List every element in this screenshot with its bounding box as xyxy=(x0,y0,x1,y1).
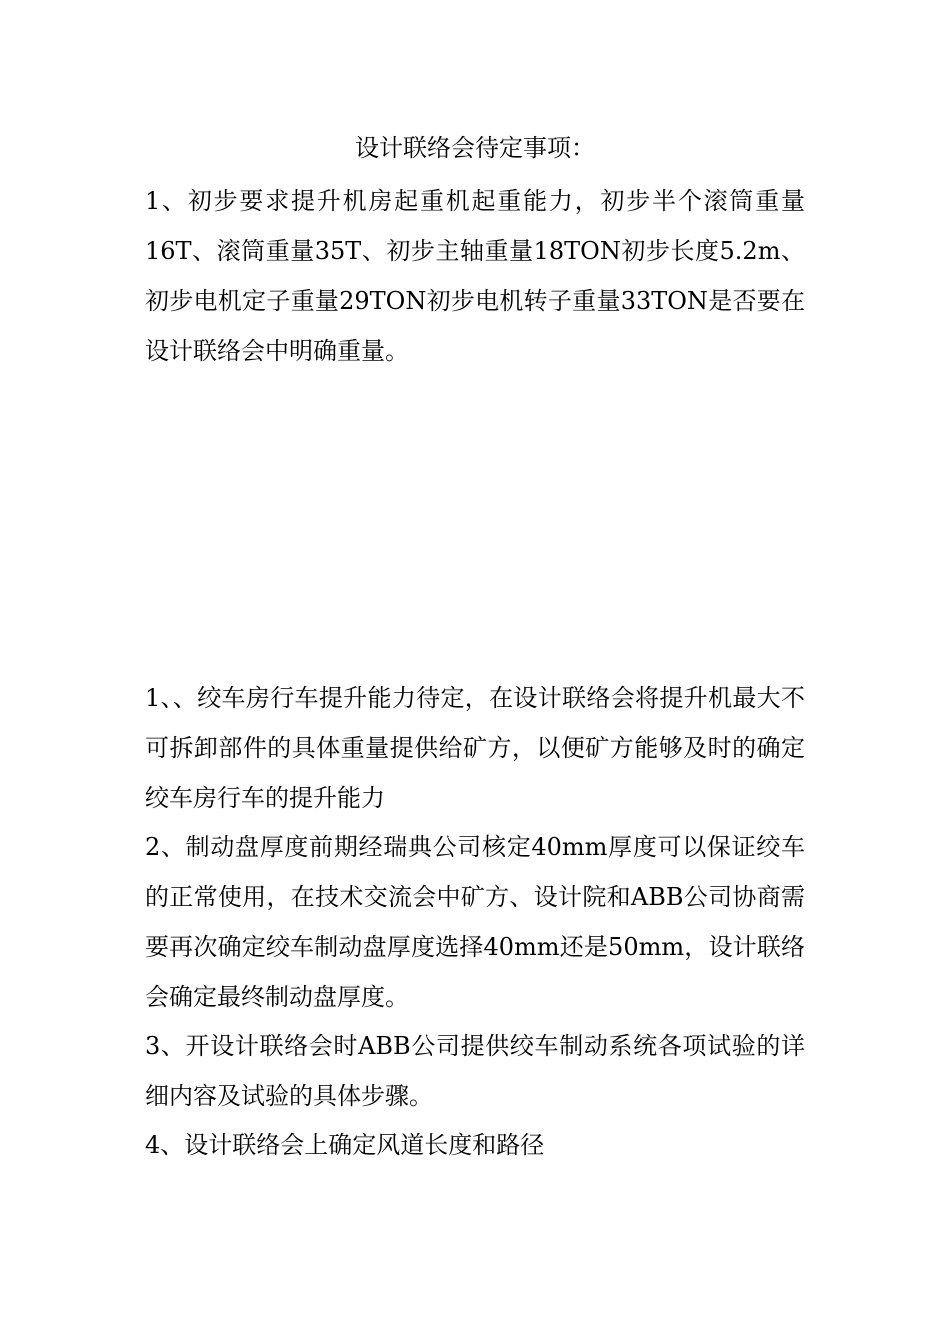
pending-item-hoist-room-crane: 1、、绞车房行车提升能力待定，在设计联络会将提升机最大不可拆卸部件的具体重量提供给矿方，以便矿方能够及时的确定绞车房行车的提升能力 xyxy=(145,684,805,812)
pending-item-crane-capacity: 1、初步要求提升机房起重机起重能力，初步半个滚筒重量16T、滚筒重量35T、初步主轴重量18TON初步长度5.2m、初步电机定子重量29TON初步电机转子重量33TON是否要在设计联络会中明确重量。 xyxy=(145,187,805,365)
document-title: 设计联络会待定事项： xyxy=(355,134,595,162)
pending-item-brake-system-tests: 3、开设计联络会时ABB公司提供绞车制动系统各项试验的详细内容及试验的具体步骤。 xyxy=(145,1032,805,1110)
pending-item-air-duct: 4、设计联络会上确定风道长度和路径 xyxy=(145,1131,545,1159)
pending-item-brake-disc-thickness: 2、制动盘厚度前期经瑞典公司核定40mm厚度可以保证绞车的正常使用，在技术交流会中矿方、设计院和ABB公司协商需要再次确定绞车制动盘厚度选择40mm还是50mm，设计联络会确定最终制动盘厚度。 xyxy=(145,833,805,1011)
